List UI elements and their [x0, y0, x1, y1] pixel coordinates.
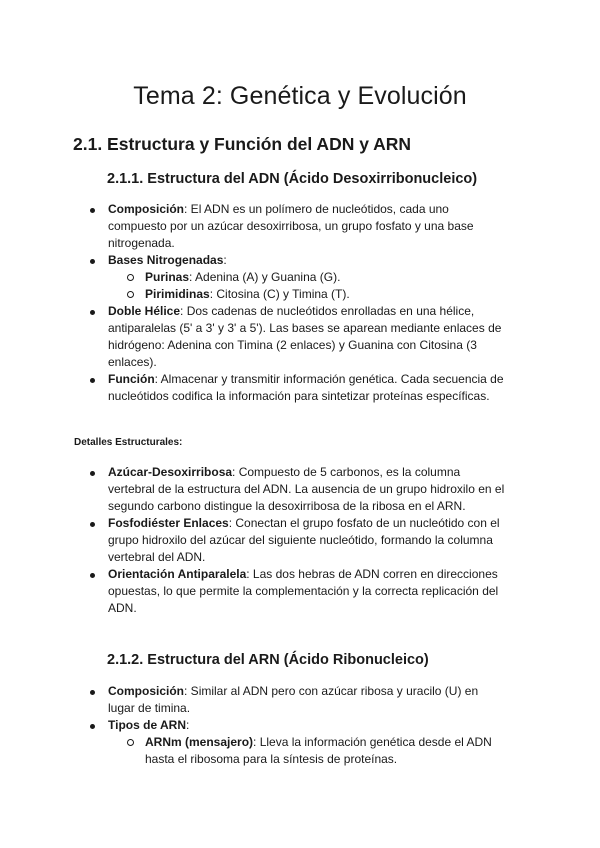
- arn-list: [0, 683, 600, 768]
- list-item: [0, 371, 508, 405]
- definition: : Conectan el grupo fosfato de un nucleótido con el grupo hidroxilo del azúcar del siguiente nucleótido, formando la columna vertebral del ADN.: [108, 516, 500, 564]
- list-item: [0, 252, 508, 269]
- term: Bases Nitrogenadas: [108, 253, 224, 267]
- definition: : Almacenar y transmitir información genética. Cada secuencia de nucleótidos codifica la información para sintetizar proteínas específicas.: [108, 372, 504, 403]
- bullet-icon: [90, 208, 95, 213]
- definition: : Similar al ADN pero con azúcar ribosa y uracilo (U) en lugar de timina.: [108, 684, 479, 715]
- term: Composición: [108, 202, 185, 216]
- definition: : Las dos hebras de ADN corren en direcciones opuestas, lo que permite la complementación y la correcta replicación del ADN.: [108, 567, 499, 615]
- definition: : Compuesto de 5 carbonos, es la columna vertebral de la estructura del ADN. La ausencia de un grupo hidroxilo en el segundo carbono distingue la desoxirribosa de la ribosa en el ARN.: [108, 465, 505, 513]
- term: Fosfodiéster Enlaces: [108, 516, 229, 530]
- hollow-bullet-icon: [127, 274, 134, 281]
- term: Función: [108, 372, 155, 386]
- term: Pirimidinas: [145, 287, 210, 301]
- term: Composición: [108, 684, 185, 698]
- term: Doble Hélice: [108, 304, 181, 318]
- bullet-icon: [90, 522, 95, 527]
- term: Orientación Antiparalela: [108, 567, 247, 581]
- bullet-icon: [90, 259, 95, 264]
- term: ARNm (mensajero): [145, 735, 254, 749]
- definition: : Citosina (C) y Timina (T).: [209, 287, 350, 301]
- list-item: [0, 566, 508, 617]
- subsection-heading-adn: 2.1.1. Estructura del ADN (Ácido Desoxirribonucleico): [107, 171, 478, 187]
- list-item: [0, 683, 508, 717]
- list-item: [0, 303, 508, 371]
- definition: : Lleva la información genética desde el ADN hasta el ribosoma para la síntesis de proteínas.: [145, 735, 492, 766]
- bullet-icon: [90, 310, 95, 315]
- details-list: [0, 464, 600, 617]
- list-item: [0, 734, 515, 768]
- definition: : Adenina (A) y Guanina (G).: [189, 270, 341, 284]
- list-item: [0, 464, 508, 515]
- list-item: [0, 717, 508, 734]
- list-item: [0, 201, 508, 252]
- subsection-heading-arn: 2.1.2. Estructura del ARN (Ácido Ribonucleico): [107, 652, 429, 668]
- bullet-icon: [90, 573, 95, 578]
- term: Purinas: [145, 270, 190, 284]
- bullet-icon: [90, 471, 95, 476]
- details-label: Detalles Estructurales:: [74, 437, 183, 448]
- term: Azúcar-Desoxirribosa: [108, 465, 233, 479]
- definition: :: [186, 718, 190, 732]
- list-item: [0, 269, 515, 286]
- term: Tipos de ARN: [108, 718, 187, 732]
- hollow-bullet-icon: [127, 739, 134, 746]
- list-item: [0, 286, 515, 303]
- definition: : Dos cadenas de nucleótidos enrolladas en una hélice, antiparalelas (5' a 3' y 3' a 5'). Las bases se aparean mediante enlaces de hidrógeno: Adenina con Timina (2 enlaces) y Guanina con Citosina (3 enlaces).: [108, 304, 502, 369]
- bullet-icon: [90, 378, 95, 383]
- page-title: Tema 2: Genética y Evolución: [133, 82, 467, 110]
- section-heading: 2.1. Estructura y Función del ADN y ARN: [73, 134, 412, 154]
- adn-list: [0, 201, 600, 405]
- list-item: [0, 515, 508, 566]
- bullet-icon: [90, 690, 95, 695]
- definition: :: [223, 253, 227, 267]
- definition: : El ADN es un polímero de nucleótidos, cada uno compuesto por un azúcar desoxirribosa, un grupo fosfato y una base nitrogenada.: [108, 202, 474, 250]
- bullet-icon: [90, 724, 95, 729]
- hollow-bullet-icon: [127, 291, 134, 298]
